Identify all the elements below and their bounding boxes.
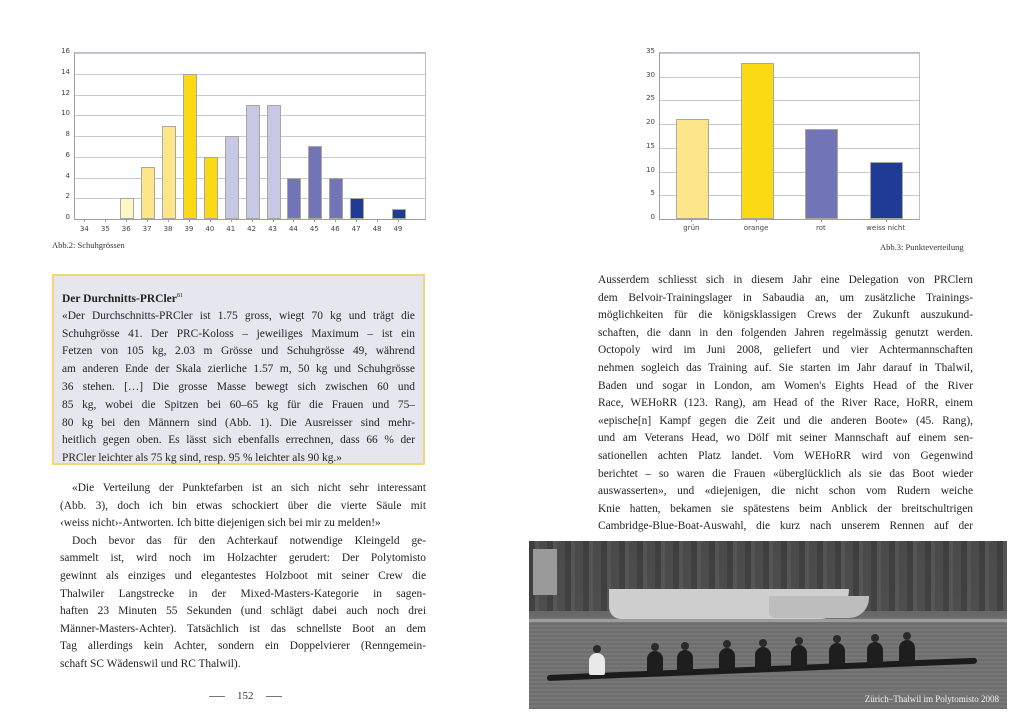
text-line: (Abb. 3), doch ich bin etwas schockiert über die vierte Säule mit [60,499,426,512]
y-tick-label: 15 [646,141,655,150]
bar-43 [267,105,281,219]
x-tick-mark [356,219,357,222]
x-tick-mark [377,219,378,222]
text-line: Schuhgrösse 41. Der PRC-Koloss – jeweiliges Maximum – ist ein [62,327,415,340]
footnote-ref: 81 [176,293,183,299]
text-line: Doch bevor das für den Achterkauf notwendige Kleingeld ge- [72,534,426,547]
y-tick-label: 2 [65,192,70,201]
rowing-photo [529,541,1007,709]
x-tick-label: 41 [226,225,236,233]
y-tick-label: 35 [646,47,655,55]
text-line: sammelt ist, wird noch im Holzachter gerudert: Der Polytomisto [60,552,426,565]
y-tick-label: 8 [65,130,70,138]
x-tick-label: 36 [121,225,131,233]
photo-rower [677,650,693,672]
y-tick-label: 5 [650,189,655,198]
text-line: gewinnt als einziges und elegantestes Holzboot mit seiner Crew die [60,569,426,582]
bar-45 [308,146,322,219]
gridline [75,53,425,54]
bar-47 [350,198,364,219]
x-tick-mark [335,219,336,222]
shoe-size-chart [50,44,440,254]
text-line: haften 23 Minuten 55 Sekunden (und schlägt dabei auch noch drei [60,605,426,618]
y-tick-label: 0 [65,213,70,221]
x-tick-label: 38 [163,225,173,233]
gridline [660,100,919,101]
photo-coxswain [589,653,605,675]
shoe-size-chart-caption: Abb.2: Schuhgrössen [52,240,125,250]
y-tick-label: 14 [61,67,70,76]
y-tick-label: 10 [646,165,655,174]
x-tick-label: 37 [142,225,152,233]
photo-rower [791,645,807,667]
text-line: am anderen Ende der Skala zierliche 1.57 m, 50 kg und Schuhgrösse [62,363,415,376]
photo-rower [719,648,735,670]
box-title-text: Der Durchnitts-PRCler [62,292,177,305]
gridline [75,74,425,75]
points-plot-area [659,52,920,220]
x-tick-label: 35 [100,225,110,233]
x-tick-label: 34 [79,225,89,233]
bar-grün [676,119,709,219]
x-tick-mark [105,219,106,222]
text-line: schaften, die dann in den folgenden Jahren regelmässig genutzt werden. [598,326,973,339]
photo-rower-head [795,637,803,645]
x-tick-label: 39 [184,225,194,233]
x-tick-label: orange [743,224,769,232]
x-tick-mark [886,219,887,222]
photo-rower-head [759,639,767,647]
text-line: ‹weiss nicht›-Antworten. Ich bitte diejenigen sich bei mir zu melden!» [60,517,381,530]
text-line: Knie hatten, bekamen sie spätestens beim Anblick der breitschultrigen [598,502,973,515]
x-tick-label: 45 [309,225,319,233]
gridline [660,77,919,78]
folio-dash-right [266,696,282,697]
text-line: auswasserten», und «diejenigen, die nicht schon vom Rudern weiche [598,485,973,498]
bar-41 [225,136,239,219]
page-number: 152 [237,690,254,702]
x-tick-mark [314,219,315,222]
gridline [75,95,425,96]
text-line: Fetzen von 105 kg, 2.03 m Grösse und Schuhgrösse 49, während [62,345,415,358]
bar-44 [287,178,301,220]
photo-rower-head [593,645,601,653]
text-line: Octopoly wird im Juni 2008, geliefert und vier Achtermannschaften [598,344,973,357]
points-chart-caption: Abb.3: Punkteverteilung [880,242,964,252]
text-line: «Die Verteilung der Punktefarben ist an sich nicht sehr interessant [72,482,426,494]
left-body-text [60,480,426,674]
y-tick-label: 25 [646,94,655,103]
text-line: und am Veterans Head, wo Dölf mit seiner Mannschaft auf einem sen- [598,432,973,445]
photo-building [533,549,557,595]
x-tick-label: 43 [268,225,277,233]
text-line: 36 stehen. […] Die grosse Masse bewegt sich zwischen 60 und [62,381,415,394]
bar-49 [392,209,406,219]
bar-39 [183,74,197,219]
text-line: 85 kg, wobei die Spitzen bei 60–65 kg für die Frauen und 75– [62,398,415,411]
x-tick-label: grün [683,224,700,232]
box-quote [62,308,415,468]
x-tick-mark [398,219,399,222]
bar-42 [246,105,260,219]
x-tick-label: 47 [351,225,361,233]
text-line: möglichkeiten für die königsklassigen Crews der Zukunft auszukund- [598,309,973,322]
y-tick-label: 20 [646,118,655,127]
photo-caption: Zürich–Thalwil im Polytomisto 2008 [864,694,999,704]
text-line: PRCler leichter als 75 kg sind, resp. 95 % leichter als 90 kg.» [62,452,342,465]
y-tick-label: 10 [61,109,70,118]
y-tick-label: 12 [61,88,70,97]
text-line: Thalwiler Langstrecke in der Mixed-Masters-Kategorie in sagen- [60,587,426,600]
bar-46 [329,178,343,220]
text-line: Männer-Masters-Achter). Tatsächlich ist das schnellste Boot an dem [60,622,426,635]
bar-orange [741,63,774,220]
y-tick-label: 6 [65,150,70,159]
x-tick-mark [189,219,190,222]
average-prcler-box [52,274,425,465]
y-tick-label: 4 [65,171,70,180]
bar-37 [141,167,155,219]
x-tick-label: weiss nicht [866,224,906,232]
gridline [660,53,919,54]
text-line: sationellen achten Platz landet. Vom WEHoRR wird von Gegenwind [598,449,973,462]
photo-paddle-steamer-2 [769,596,869,618]
x-tick-mark [273,219,274,222]
text-line: schaft SC Wädenswil und RC Thalwil). [60,657,241,670]
text-line: 80 kg bei den Männern sind (Abb. 1). Die Ausreisser sind mehr- [62,416,415,429]
x-tick-mark [252,219,253,222]
x-tick-mark [293,219,294,222]
bar-weiss-nicht [870,162,903,219]
shoe-size-plot-area [74,52,426,220]
text-line: Ausserdem schliesst sich in diesem Jahr eine Delegation von PRClern [598,274,973,286]
y-tick-label: 16 [61,47,70,55]
points-distribution-chart [632,44,992,254]
text-line: berichtet – so waren die Frauen «überglücklich als sie das Boot wieder [598,467,973,480]
bar-rot [805,129,838,219]
text-line: nehmen sogleich das Training auf. Sie starten im Jahr darauf in Thalwil, [598,361,973,374]
x-tick-mark [126,219,127,222]
text-line: Baden und sogar in London, am Women's Eights Head of the River [598,379,973,392]
x-tick-mark [84,219,85,222]
x-tick-mark [756,219,757,222]
text-line: «Der Durchschnitts-PRCler ist 1.75 gross, wiegt 70 kg und trägt die [62,309,415,322]
x-tick-mark [231,219,232,222]
x-tick-label: 48 [372,225,382,233]
x-tick-mark [691,219,692,222]
photo-rower [867,642,883,664]
photo-rower [829,643,845,665]
folio-dash-left [209,696,225,697]
x-tick-label: 49 [393,225,403,233]
box-title [62,287,415,308]
page-number-footer [197,690,294,702]
text-line: dem Belvoir-Trainingslager in Sabaudia an, um zusätzliche Trainings- [598,291,973,304]
y-tick-label: 30 [646,70,655,79]
bar-38 [162,126,176,219]
photo-rower-head [681,642,689,650]
text-line: heitlich gegen oben. Es lässt sich ebenfalls errechnen, dass 66 % der [62,434,415,447]
text-line: Race, WEHoRR (123. Rang), am Head of the River Race, HoRR, einem [598,397,973,410]
photo-rower-head [871,634,879,642]
x-tick-mark [210,219,211,222]
x-tick-label: 44 [288,225,298,233]
x-tick-mark [147,219,148,222]
bar-40 [204,157,218,219]
x-tick-mark [168,219,169,222]
x-tick-label: 40 [205,225,215,233]
photo-rower [899,640,915,662]
photo-rower [647,651,663,673]
bar-36 [120,198,134,219]
text-line: Tag allerdings kein Achter, sondern ein Doppelvierer (Renngemein- [60,640,426,653]
photo-rower [755,647,771,669]
x-tick-mark [821,219,822,222]
right-body-text [598,272,973,536]
x-tick-label: 46 [330,225,340,233]
x-tick-label: 42 [247,225,257,233]
text-line: Cambridge-Blue-Boat-Auswahl, die kurz nach unserem Rennen auf der [598,520,973,533]
x-tick-label: rot [815,224,826,232]
text-line: «epische[n] Kampf gegen die Zeit und die anderen Boote» (45. Rang), [598,414,973,427]
y-tick-label: 0 [650,213,655,221]
